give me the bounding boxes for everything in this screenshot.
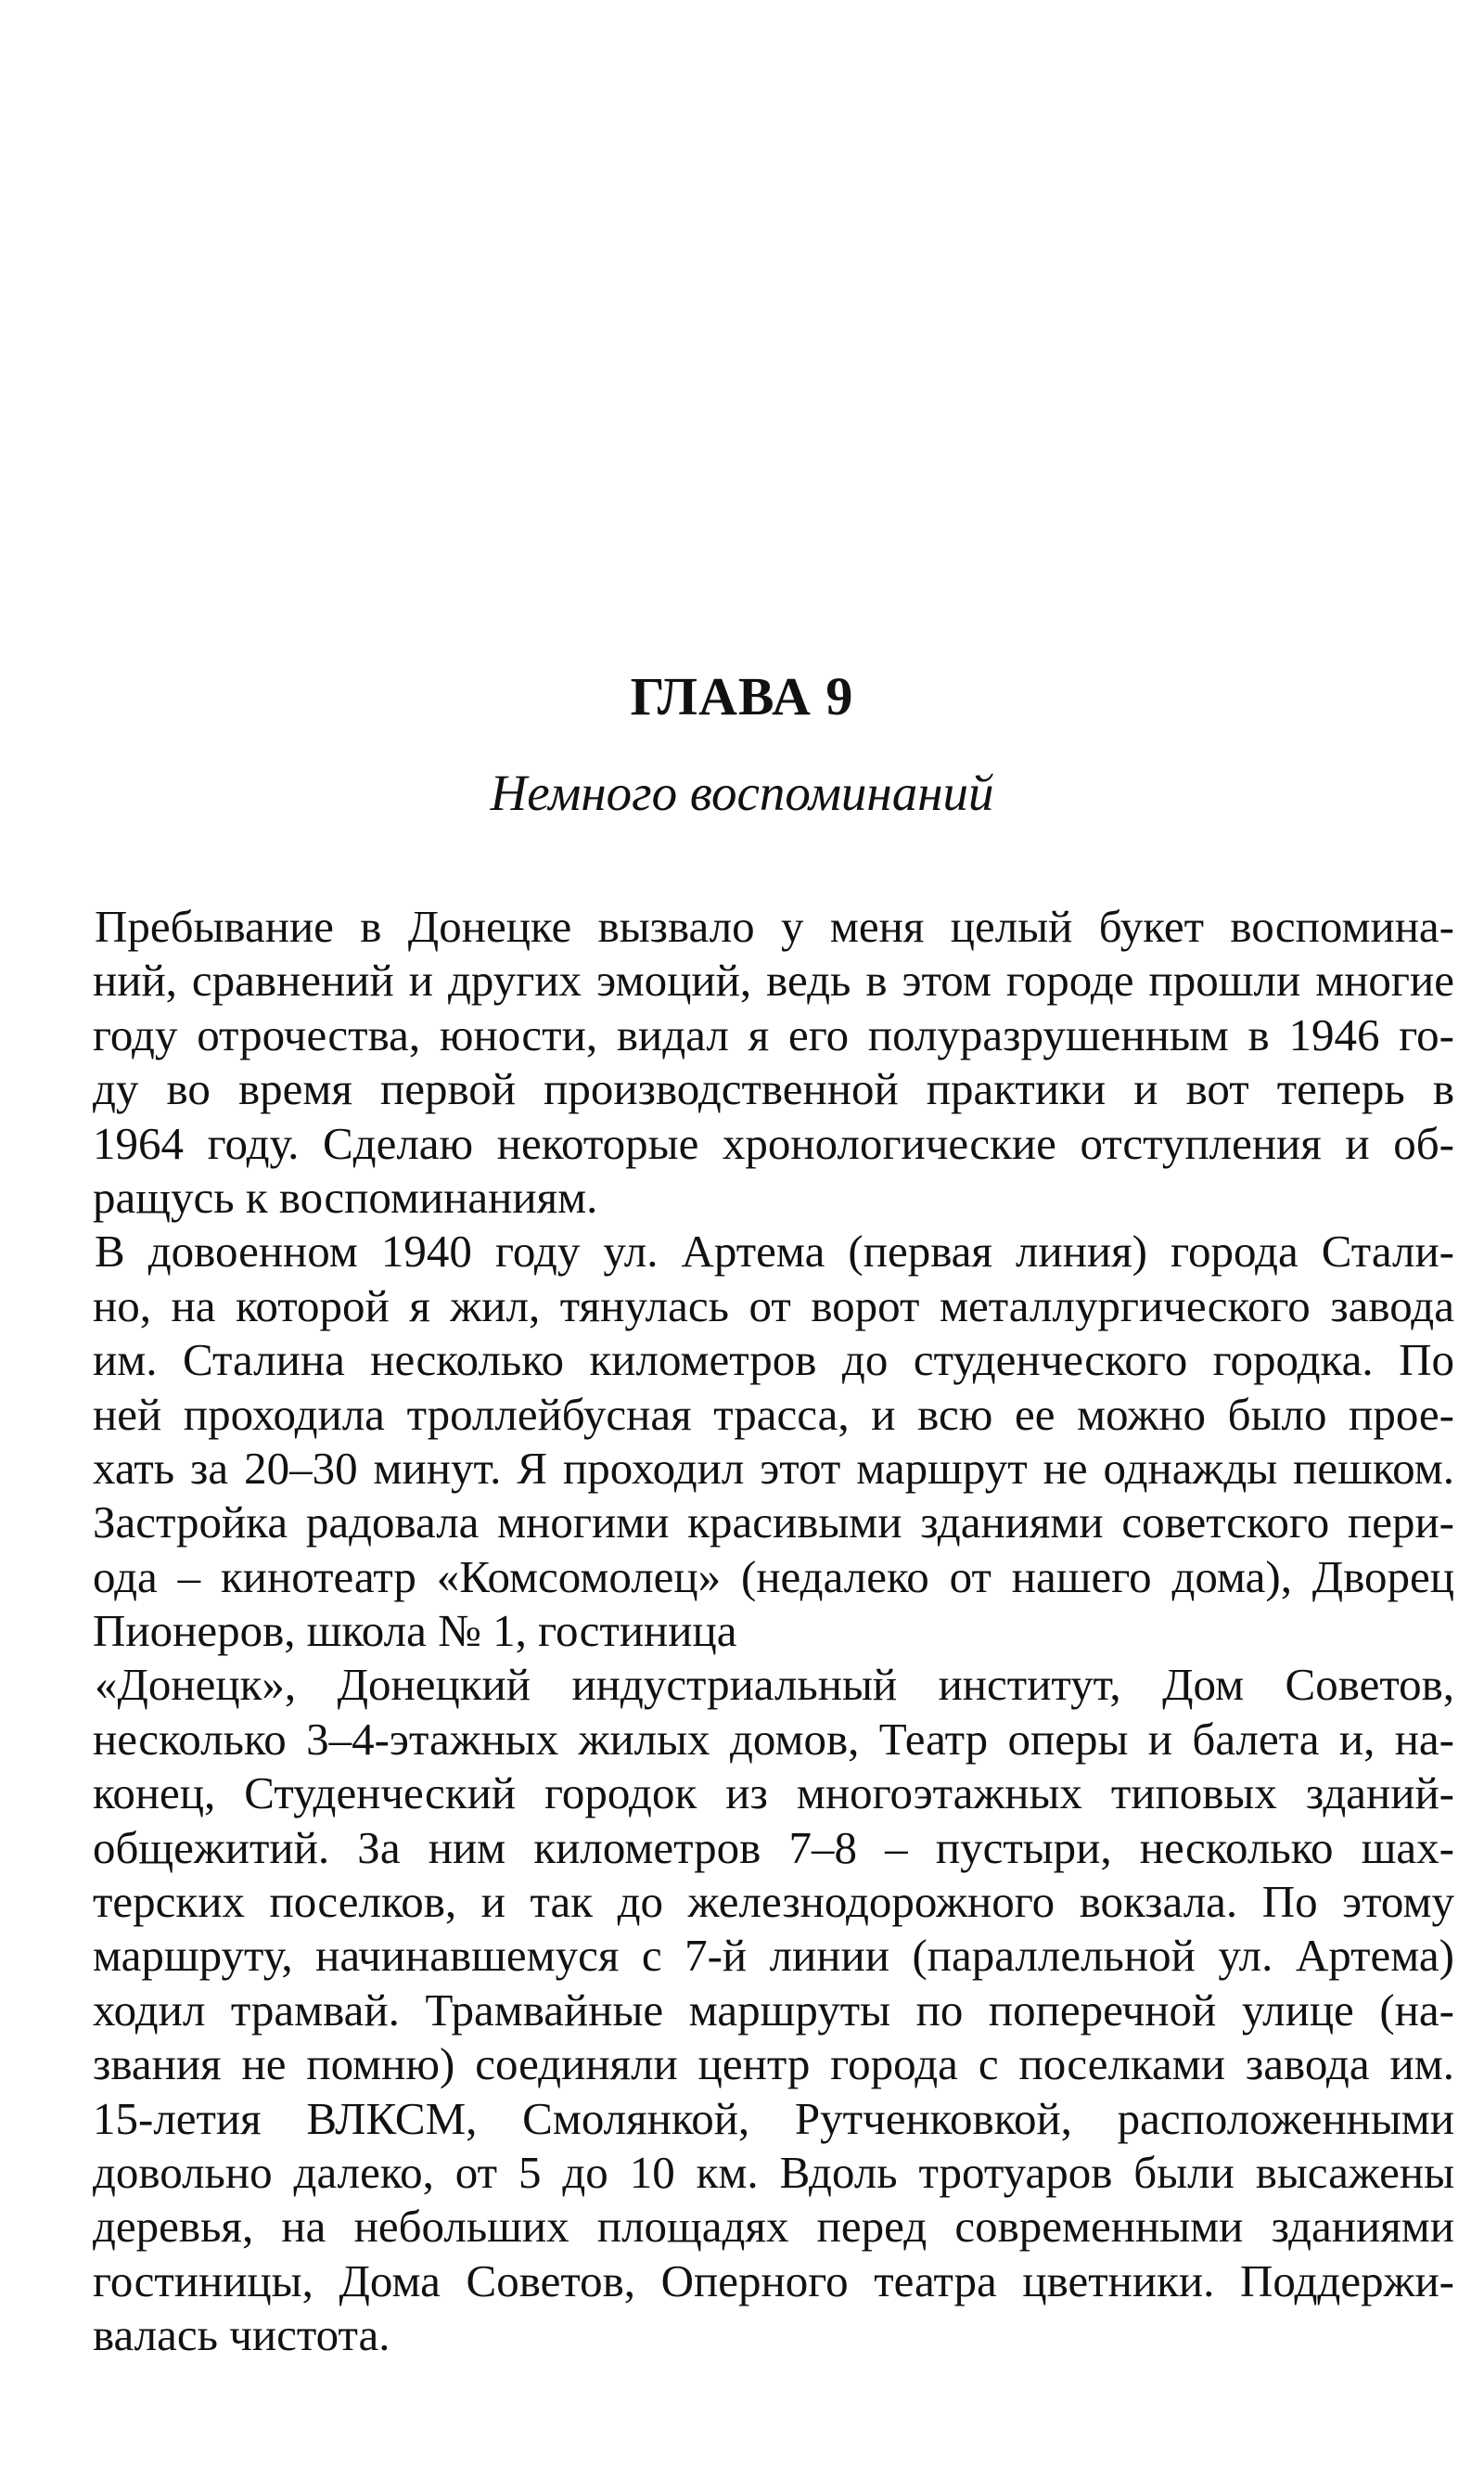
chapter-heading: ГЛАВА 9 xyxy=(630,666,854,726)
text-line: конец, Студенческий городок из многоэтажных типовых зданий- xyxy=(93,1767,1454,1819)
text-line: Пребывание в Донецке вызвало у меня целый букет воспомина- xyxy=(95,901,1454,952)
text-line: несколько 3–4-этажных жилых домов, Театр оперы и балета и, на- xyxy=(93,1713,1454,1765)
text-line: маршруту, начинавшемуся с 7-й линии (параллельной ул. Артема) xyxy=(93,1930,1454,1982)
text-line: звания не помню) соединяли центр города с поселками завода им. xyxy=(93,2038,1454,2090)
text-line: терских поселков, и так до железнодорожного вокзала. По этому xyxy=(93,1876,1454,1928)
text-line: ней проходила троллейбусная трасса, и всю ее можно было прое- xyxy=(93,1388,1454,1440)
text-line: валась чистота. xyxy=(93,2309,390,2361)
text-line: 15-летия ВЛКСМ, Смолянкой, Рутченковкой, расположенными xyxy=(93,2092,1454,2144)
text-line: «Донецк», Донецкий индустриальный институт, Дом Советов, xyxy=(95,1659,1454,1711)
paragraph xyxy=(93,1658,1454,2362)
text-line: но, на которой я жил, тянулась от ворот металлургического завода xyxy=(93,1279,1454,1331)
chapter-subtitle: Немного воспоминаний xyxy=(490,764,994,821)
text-line: ода – кинотеатр «Комсомолец» (недалеко от нашего дома), Дворец xyxy=(93,1550,1454,1602)
text-line: деревья, на небольших площадях перед современными зданиями xyxy=(93,2201,1454,2253)
text-line: довольно далеко, от 5 до 10 км. Вдоль тротуаров были высажены xyxy=(93,2146,1454,2198)
text-line: ду во время первой производственной практики и вот теперь в xyxy=(93,1063,1454,1115)
text-line: В довоенном 1940 году ул. Артема (первая линия) города Стали- xyxy=(95,1226,1454,1278)
text-line: хать за 20–30 минут. Я проходил этот маршрут не однажды пешком. xyxy=(93,1442,1454,1494)
text-line: им. Сталина несколько километров до студенческого городка. По xyxy=(93,1334,1454,1386)
text-line: ходил трамвай. Трамвайные маршруты по поперечной улице (на- xyxy=(93,1984,1454,2036)
paragraph xyxy=(93,900,1454,1225)
text-line: Пионеров, школа № 1, гостиница xyxy=(93,1605,737,1657)
text-line: году отрочества, юности, видал я его полуразрушенным в 1946 го- xyxy=(93,1008,1454,1060)
text-line: гостиницы, Дома Советов, Оперного театра цветники. Поддержи- xyxy=(93,2254,1454,2306)
paragraph xyxy=(93,1225,1454,1658)
text-line: Застройка радовала многими красивыми зданиями советского пери- xyxy=(93,1496,1454,1548)
text-line: ний, сравнений и других эмоций, ведь в этом городе прошли многие xyxy=(93,955,1454,1007)
body-text xyxy=(93,900,1454,2363)
text-line: 1964 году. Сделаю некоторые хронологические отступления и об- xyxy=(93,1117,1454,1169)
text-line: общежитий. За ним километров 7–8 – пустыри, несколько шах- xyxy=(93,1821,1454,1873)
text-line: ращусь к воспоминаниям. xyxy=(93,1171,598,1223)
